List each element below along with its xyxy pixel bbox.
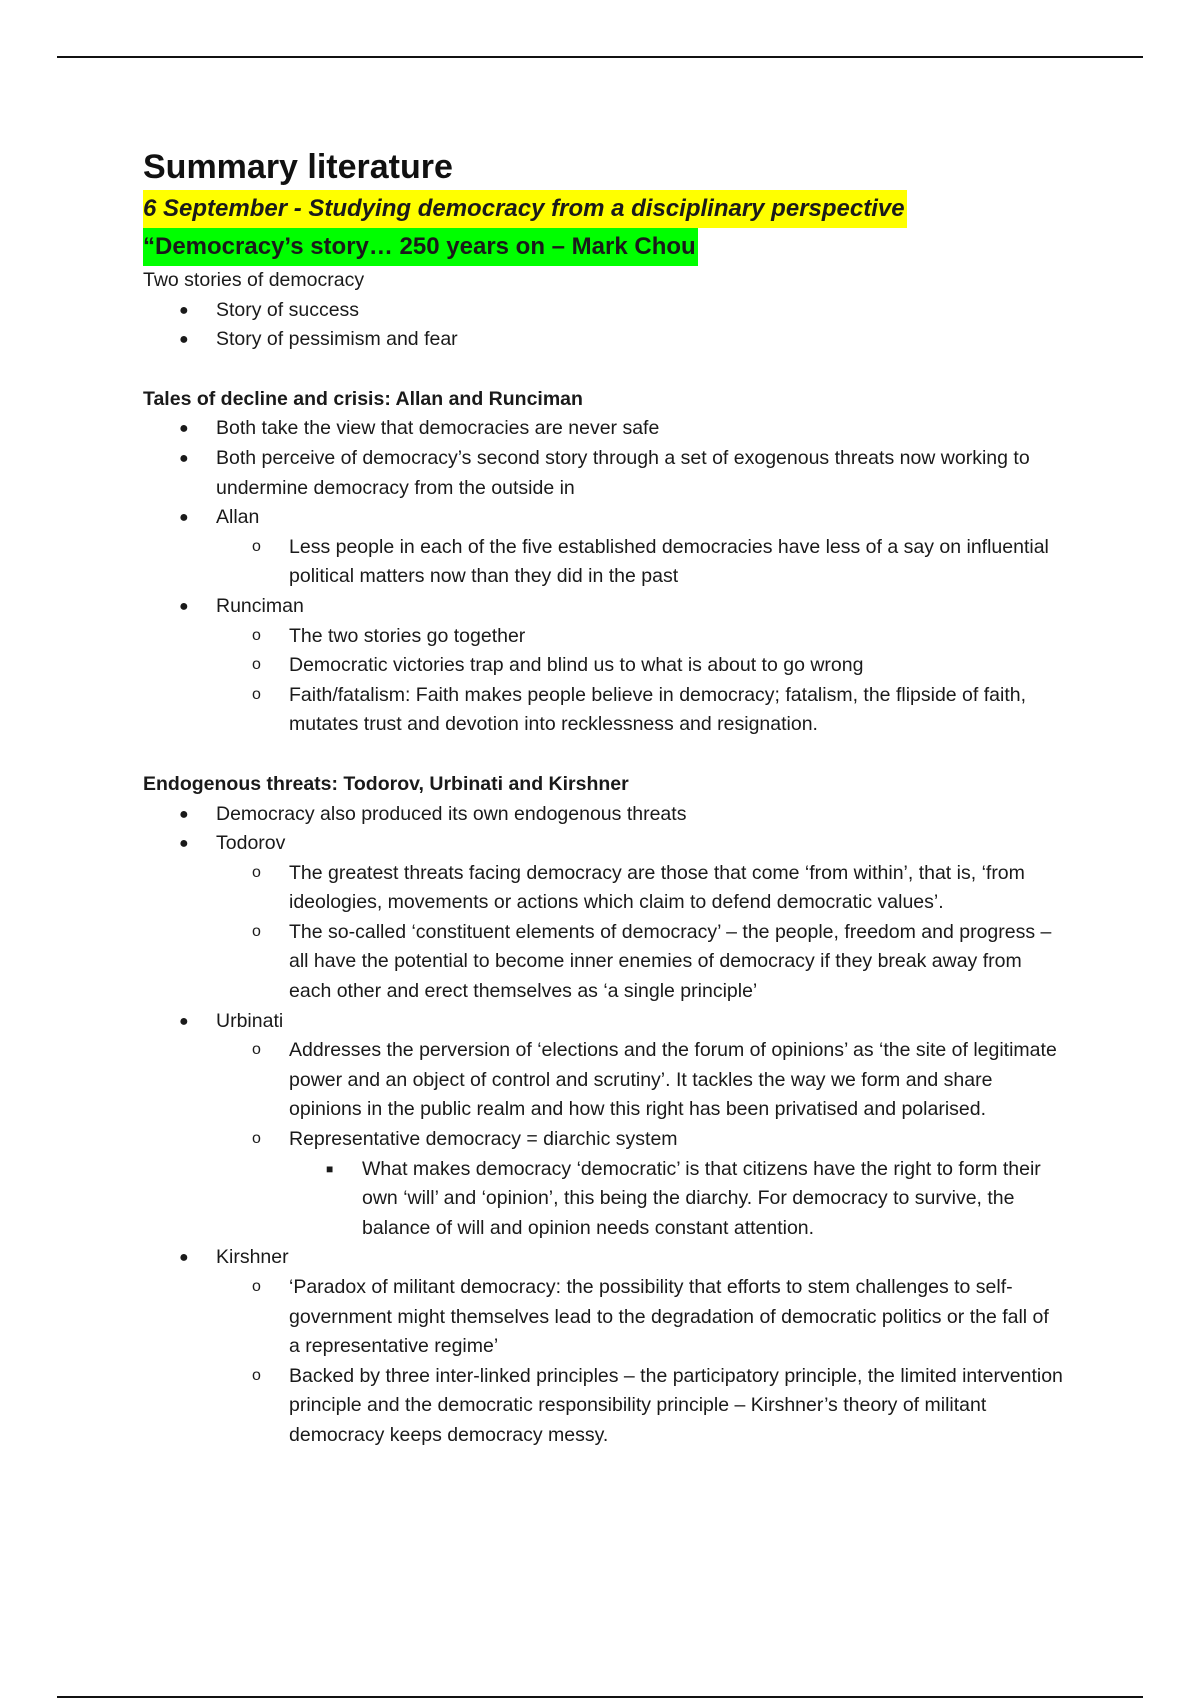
endogenous-list — [143, 800, 1063, 1451]
runciman-list — [216, 622, 1063, 740]
kirshner-list — [216, 1273, 1063, 1451]
document-body — [143, 146, 1063, 1451]
circle-bullet-icon: o — [252, 537, 261, 555]
circle-bullet-icon: o — [252, 1041, 261, 1059]
list-item: ● Story of success — [143, 296, 1063, 326]
list-item: o The greatest threats facing democracy are those that come ‘from within’, that is, ‘from ideologies, movements or actions which claim to defend democratic values’. — [216, 859, 1063, 918]
circle-bullet-icon: o — [252, 626, 261, 644]
source-heading: “Democracy’s story… 250 years on – Mark Chou — [143, 228, 698, 266]
top-rule — [57, 56, 1143, 58]
circle-bullet-icon: o — [252, 863, 261, 881]
list-item: o The so-called ‘constituent elements of democracy’ – the people, freedom and progress – all have the potential to become inner enemies of democracy if they break away from each other and erect themselves as ‘a single principle’ — [216, 918, 1063, 1007]
circle-bullet-icon: o — [252, 1278, 261, 1295]
bullet-icon: ● — [179, 1249, 189, 1267]
circle-bullet-icon: o — [252, 656, 261, 674]
list-item: ● Story of pessimism and fear — [143, 325, 1063, 355]
page-title: Summary literature — [143, 148, 453, 186]
date-heading: 6 September - Studying democracy from a disciplinary perspective — [143, 190, 907, 228]
list-item: ● Both perceive of democracy’s second story through a set of exogenous threats now working to undermine democracy from the outside in — [143, 444, 1063, 503]
bullet-icon: ● — [179, 301, 189, 319]
list-item: ● Runciman o The two stories go together o Democratic victories trap and blind us to what is about to go wrong o Faith/fatalism: Faith makes people believe in democracy; fatalism, the flipside of faith, mutates trust and devotion into recklessness and resignation. — [143, 592, 1063, 740]
diarchy-list — [289, 1155, 1063, 1244]
bullet-icon: ● — [179, 331, 189, 349]
list-item: ● Allan o Less people in each of the five established democracies have less of a say on influential political matters now than they did in the past — [143, 503, 1063, 592]
bullet-icon: ● — [179, 449, 189, 467]
allan-list — [216, 533, 1063, 592]
circle-bullet-icon: o — [252, 922, 261, 940]
intro-list — [143, 296, 1063, 355]
list-item: o Faith/fatalism: Faith makes people believe in democracy; fatalism, the flipside of faith, mutates trust and devotion into recklessness and resignation. — [216, 681, 1063, 740]
bullet-icon: ● — [179, 835, 189, 853]
bullet-icon: ● — [179, 509, 189, 527]
intro-text: Two stories of democracy — [143, 269, 365, 291]
decline-list — [143, 414, 1063, 740]
list-item: o The two stories go together — [216, 622, 1063, 652]
square-bullet-icon: ■ — [326, 1161, 334, 1176]
bullet-icon: ● — [179, 1012, 189, 1030]
circle-bullet-icon: o — [252, 1130, 261, 1148]
circle-bullet-icon: o — [252, 685, 261, 703]
list-item: o Democratic victories trap and blind us to what is about to go wrong — [216, 651, 1063, 681]
bullet-icon: ● — [179, 597, 189, 615]
section-heading-decline: Tales of decline and crisis: Allan and Runciman — [143, 387, 583, 410]
list-item: ● Urbinati o Addresses the perversion of ‘elections and the forum of opinions’ as ‘the site of legitimate power and an object of control and scrutiny’. It tackles the way we form and share opinions in the public realm and how this right has been privatised and polarised. o Representative democracy = diarchic system ■ What makes democracy ‘democratic’ is that citizens have the right to form their own ‘will’ and ‘opinion’, this being the diarchy. For democracy to survive, the balance of will and opinion needs constant attention. — [143, 1007, 1063, 1244]
list-item: ● Kirshner o ‘Paradox of militant democracy: the possibility that efforts to stem challenges to self-government might themselves lead to the degradation of democratic politics or the fall of a representative regime’ o Backed by three inter-linked principles – the participatory principle, the limited intervention principle and the democratic responsibility principle – Kirshner’s theory of militant democracy keeps democracy messy. — [143, 1243, 1063, 1450]
list-item: ■ What makes democracy ‘democratic’ is that citizens have the right to form their own ‘will’ and ‘opinion’, this being the diarchy. For democracy to survive, the balance of will and opinion needs constant attention. — [289, 1155, 1063, 1244]
bullet-icon: ● — [179, 420, 189, 438]
bullet-icon: ● — [179, 805, 189, 823]
list-item: o ‘Paradox of militant democracy: the possibility that efforts to stem challenges to self-government might themselves lead to the degradation of democratic politics or the fall of a representative regime’ — [216, 1273, 1063, 1362]
urbinati-list — [216, 1036, 1063, 1243]
list-item: o Less people in each of the five established democracies have less of a say on influential political matters now than they did in the past — [216, 533, 1063, 592]
circle-bullet-icon: o — [252, 1366, 261, 1384]
section-heading-endogenous: Endogenous threats: Todorov, Urbinati and Kirshner — [143, 772, 629, 795]
list-item: ● Todorov o The greatest threats facing democracy are those that come ‘from within’, that is, ‘from ideologies, movements or actions which claim to defend democratic values’. o The so-called ‘constituent elements of democracy’ – the people, freedom and progress – all have the potential to become inner enemies of democracy if they break away from each other and erect themselves as ‘a single principle’ — [143, 829, 1063, 1007]
todorov-list — [216, 859, 1063, 1007]
list-item: o Representative democracy = diarchic system ■ What makes democracy ‘democratic’ is that citizens have the right to form their own ‘will’ and ‘opinion’, this being the diarchy. For democracy to survive, the balance of will and opinion needs constant attention. — [216, 1125, 1063, 1243]
list-item: o Backed by three inter-linked principles – the participatory principle, the limited intervention principle and the democratic responsibility principle – Kirshner’s theory of militant democracy keeps democracy messy. — [216, 1362, 1063, 1451]
list-item: ● Democracy also produced its own endogenous threats — [143, 800, 1063, 830]
list-item: o Addresses the perversion of ‘elections and the forum of opinions’ as ‘the site of legitimate power and an object of control and scrutiny’. It tackles the way we form and share opinions in the public realm and how this right has been privatised and polarised. — [216, 1036, 1063, 1125]
list-item: ● Both take the view that democracies are never safe — [143, 414, 1063, 444]
bottom-rule — [57, 1696, 1143, 1698]
